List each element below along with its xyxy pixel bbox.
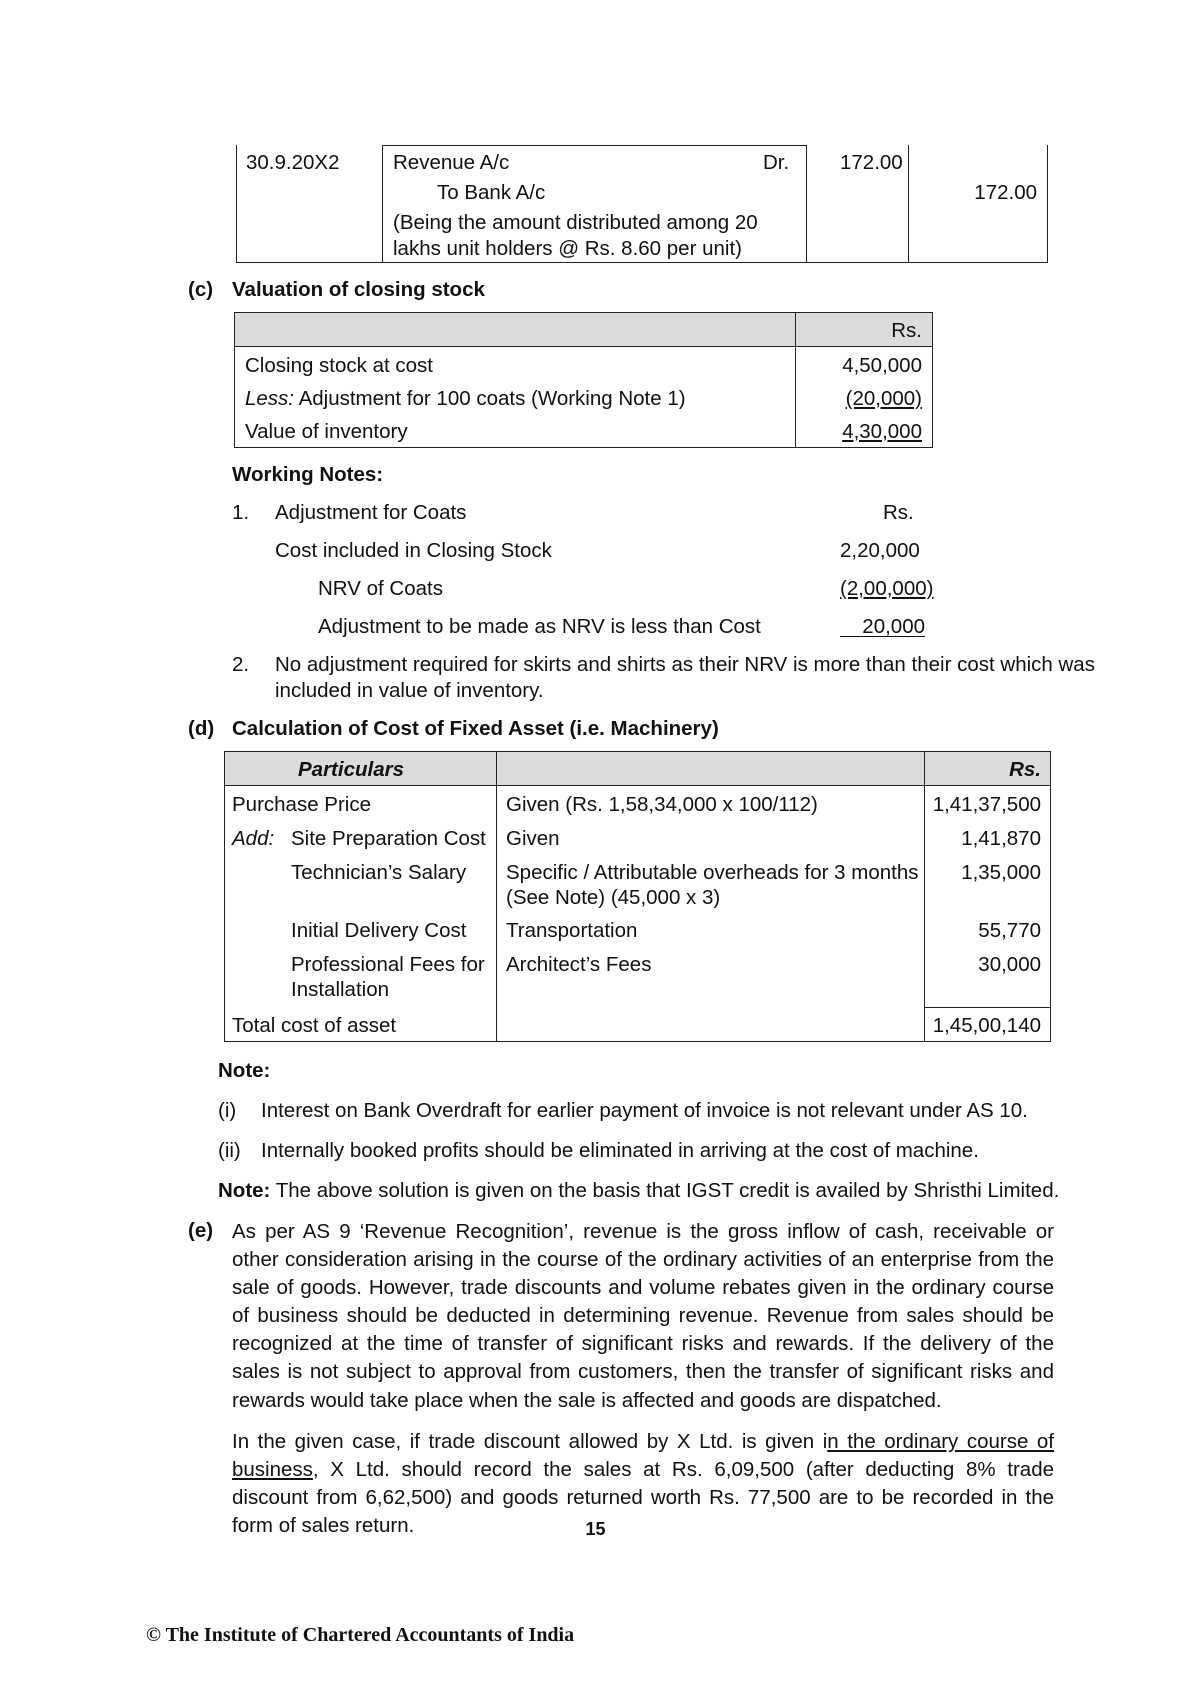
note-number: (ii) — [218, 1139, 241, 1162]
closing-stock-row-value: 4,50,000 — [842, 354, 922, 377]
cost-included-value: 2,20,000 — [840, 539, 920, 562]
technician-salary-desc-line2: (See Note) (45,000 x 3) — [506, 886, 721, 909]
adjustment-text: Adjustment for 100 coats (Working Note 1) — [294, 387, 686, 410]
cost-included-label: Cost included in Closing Stock — [275, 539, 552, 562]
purchase-price-label: Purchase Price — [232, 793, 372, 816]
closing-stock-row-label: Closing stock at cost — [245, 354, 433, 377]
site-preparation-desc: Given — [506, 827, 560, 850]
add-label: Add: — [232, 827, 275, 850]
technician-salary-desc-line1: Specific / Attributable overheads for 3 months — [506, 861, 919, 884]
purchase-price-value: 1,41,37,500 — [932, 793, 1041, 816]
igst-note — [218, 1178, 1059, 1203]
igst-note-label: Note: — [218, 1179, 271, 1202]
initial-delivery-desc: Transportation — [506, 919, 638, 942]
journal-credit-amount: 172.00 — [974, 181, 1037, 204]
working-note-title: Adjustment for Coats — [275, 501, 467, 524]
journal-narration-line2: lakhs unit holders @ Rs. 8.60 per unit) — [393, 237, 742, 260]
part-c-heading: Valuation of closing stock — [232, 278, 485, 301]
nrv-coats-value: (2,00,000) — [840, 577, 934, 600]
note-text: Internally booked profits should be eliminated in arriving at the cost of machine. — [261, 1139, 979, 1162]
part-e-label: (e) — [188, 1219, 214, 1242]
part-e-paragraph-1: As per AS 9 ‘Revenue Recognition’, revenue is the gross inflow of cash, receivable or other consideration arising in the course of the ordinary activities of an enterprise from the sale of goods. However, trade discounts and volume rebates given in the ordinary course of business should be deducted in determining revenue. Revenue from sales should be recognized at the time of transfer of significant risks and rewards. If the delivery of the sales is not subject to approval from customers, then the transfer of significant risks and rewards would take place when the sale is affected and goods are dispatched. — [232, 1220, 1054, 1412]
journal-credit-account: To Bank A/c — [437, 181, 546, 204]
page-number: 15 — [585, 1519, 606, 1539]
igst-note-text: The above solution is given on the basis that IGST credit is availed by Shristhi Limited. — [270, 1179, 1060, 1202]
nrv-coats-label: NRV of Coats — [318, 577, 443, 600]
professional-fees-desc: Architect’s Fees — [506, 953, 652, 976]
para2-text-end: , X Ltd. should record the sales at Rs. 6,09,500 (after deducting 8% trade discount from 6,62,500) and goods returned worth Rs. 77,500 are to be recorded in the form of sales return. — [232, 1458, 1054, 1538]
note-text: Interest on Bank Overdraft for earlier payment of invoice is not relevant under AS 10. — [261, 1099, 1028, 1122]
site-preparation-label: Site Preparation Cost — [291, 827, 486, 850]
header-particulars: Particulars — [298, 758, 404, 781]
footer-copyright: © The Institute of Chartered Accountants of India — [146, 1624, 575, 1646]
adjustment-value: 20,000 — [862, 615, 925, 638]
technician-salary-label: Technician’s Salary — [291, 861, 467, 884]
note-heading: Note: — [218, 1059, 271, 1082]
journal-date: 30.9.20X2 — [246, 151, 340, 174]
part-d-label: (d) — [188, 717, 215, 740]
closing-stock-row-value: 4,30,000 — [842, 420, 922, 443]
working-note-2-line2: included in value of inventory. — [275, 679, 544, 702]
site-preparation-value: 1,41,870 — [961, 827, 1041, 850]
part-d-heading: Calculation of Cost of Fixed Asset (i.e. Machinery) — [232, 717, 719, 740]
journal-debit-account: Revenue A/c — [393, 151, 510, 174]
working-note-number: 2. — [232, 653, 250, 676]
journal-narration-line1: (Being the amount distributed among 20 — [393, 211, 758, 234]
technician-salary-value: 1,35,000 — [961, 861, 1041, 884]
working-note-2-line1: No adjustment required for skirts and shirts as their NRV is more than their cost which was — [275, 653, 1095, 676]
total-cost-label: Total cost of asset — [232, 1014, 397, 1037]
total-cost-value: 1,45,00,140 — [932, 1014, 1041, 1037]
closing-stock-row-label — [245, 386, 686, 411]
closing-stock-row-value: (20,000) — [845, 387, 922, 410]
part-c-label: (c) — [188, 278, 214, 301]
closing-stock-row-label: Value of inventory — [245, 420, 408, 443]
professional-fees-label-line1: Professional Fees for — [291, 953, 485, 976]
header-rs: Rs. — [1009, 758, 1041, 781]
adjustment-label: Adjustment to be made as NRV is less than Cost — [318, 615, 761, 638]
initial-delivery-value: 55,770 — [978, 919, 1041, 942]
professional-fees-value: 30,000 — [978, 953, 1041, 976]
purchase-price-desc: Given (Rs. 1,58,34,000 x 100/112) — [506, 793, 818, 816]
professional-fees-label-line2: Installation — [291, 978, 390, 1001]
closing-stock-header-rs: Rs. — [891, 319, 922, 342]
para2-text-start: In the given case, if trade discount allowed by X Ltd. is given i — [232, 1430, 828, 1453]
note-number: (i) — [218, 1099, 237, 1122]
working-notes-heading: Working Notes: — [232, 463, 384, 486]
para2-underlined-text: n the ordinary course of business — [232, 1430, 1055, 1482]
journal-debit-amount: 172.00 — [840, 151, 903, 174]
initial-delivery-label: Initial Delivery Cost — [291, 919, 467, 942]
less-prefix: Less: — [245, 387, 294, 410]
working-note-rs: Rs. — [883, 501, 914, 524]
working-note-number: 1. — [232, 501, 250, 524]
journal-dr-label: Dr. — [763, 151, 790, 174]
